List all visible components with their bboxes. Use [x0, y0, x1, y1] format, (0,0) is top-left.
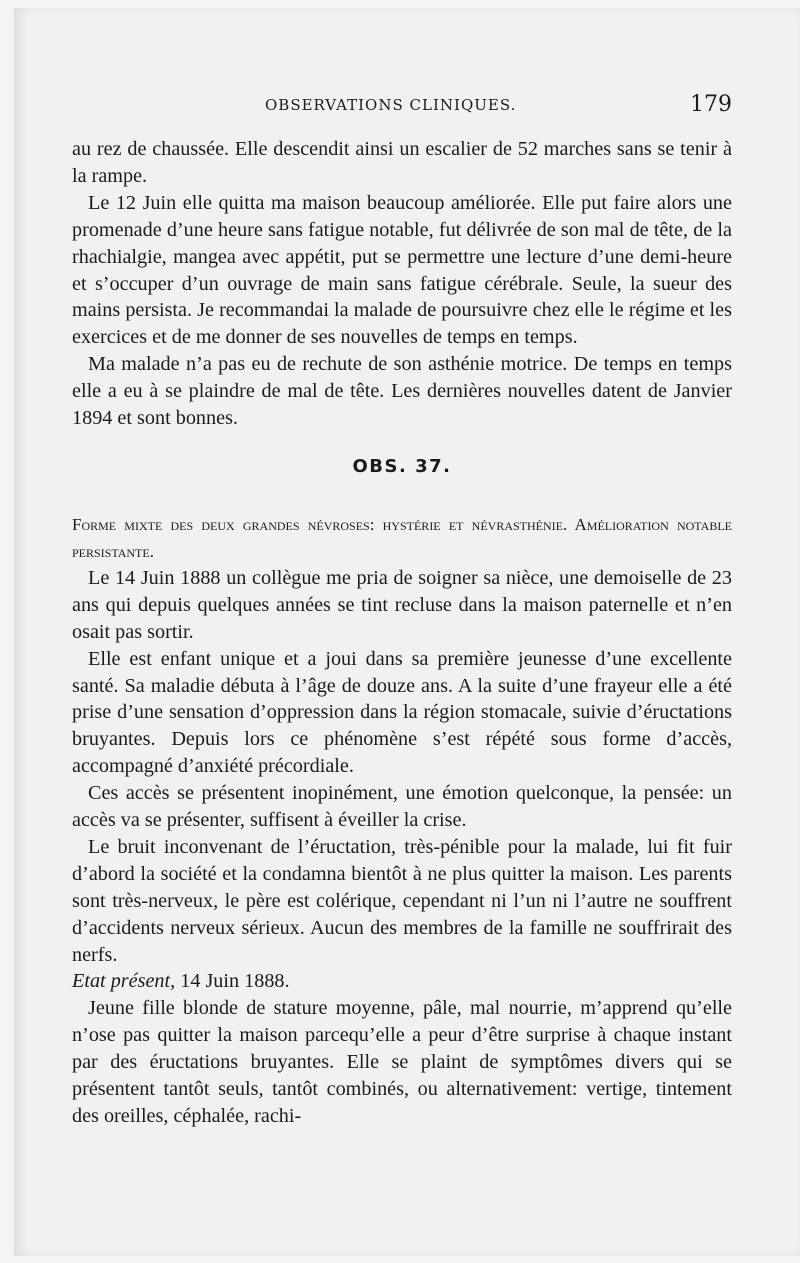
observation-heading: OBS. 37.	[352, 455, 452, 477]
page-header	[0, 92, 800, 122]
paragraph: Le bruit inconvenant de l’éructation, très-pénible pour la malade, lui fit fuir d’abord la société et la condamna bientôt à ne plus quitter la maison. Les parents sont très-nerveux, le père est colérique, cependant ni l’un ni l’autre ne souffrent d’accidents nerveux sérieux. Aucun des membres de la famille ne souffrirait des nerfs.	[72, 835, 732, 966]
paragraph: Jeune fille blonde de stature moyenne, pâle, mal nourrie, m’apprend qu’elle n’ose pas quitter la maison parcequ’elle a peur d’être surprise à chaque instant par des éructations bruyantes. Elle se plaint de symptômes divers qui se présentent tantôt seuls, tantôt combinés, ou alternativement: vertige, tintement des oreilles, céphalée, rachi-	[72, 997, 732, 1127]
page-number: 179	[690, 92, 732, 117]
paragraph: Ma malade n’a pas eu de rechute de son asthénie motrice. De temps en temps elle a eu à se plaindre de mal de tête. Les dernières nouvelles datent de Janvier 1894 et sont bonnes.	[72, 353, 732, 430]
paragraph: Elle est enfant unique et a joui dans sa première jeunesse d’une excellente santé. Sa maladie débuta à l’âge de douze ans. A la suite d’une frayeur elle a été prise d’une sensation d’oppression dans la région stomacale, suivie d’éructations bruyantes. Depuis lors ce phénomène s’est répété sous forme d’accès, accompagné d’anxiété précordiale.	[72, 647, 732, 778]
paragraph: Ces accès se présentent inopinément, une émotion quelconque, la pensée: un accès va se présenter, suffisent à éveiller la crise.	[72, 782, 732, 832]
paragraph: au rez de chaussée. Elle descendit ainsi un escalier de 52 marches sans se tenir à la rampe.	[72, 138, 732, 187]
paragraph: Le 12 Juin elle quitta ma maison beaucoup améliorée. Elle put faire alors une promenade d’une heure sans fatigue notable, fut délivrée de son mal de tête, de la rhachialgie, mangea avec appétit, put se permettre une lecture d’une demi-heure et s’occuper d’un ouvrage de main sans fatigue cérébrale. Seule, la sueur des mains persista. Je recommandai la malade de poursuivre chez elle le régime et les exercices et de me donner de ses nouvelles de temps en temps.	[72, 191, 732, 349]
page-body	[72, 136, 732, 1130]
observation-subtitle: Forme mixte des deux grandes névroses: hystérie et névrasthénie. Amélioration notable persistante.	[72, 514, 732, 561]
etat-present-label: Etat présent,	[72, 970, 176, 993]
etat-present-date: 14 Juin 1888.	[175, 970, 290, 993]
running-head: OBSERVATIONS CLINIQUES.	[265, 96, 517, 114]
etat-present-line	[72, 968, 732, 995]
paragraph: Le 14 Juin 1888 un collègue me pria de soigner sa nièce, une demoiselle de 23 ans qui depuis quelques années se tint recluse dans la maison paternelle et n’en osait pas sortir.	[72, 566, 732, 643]
